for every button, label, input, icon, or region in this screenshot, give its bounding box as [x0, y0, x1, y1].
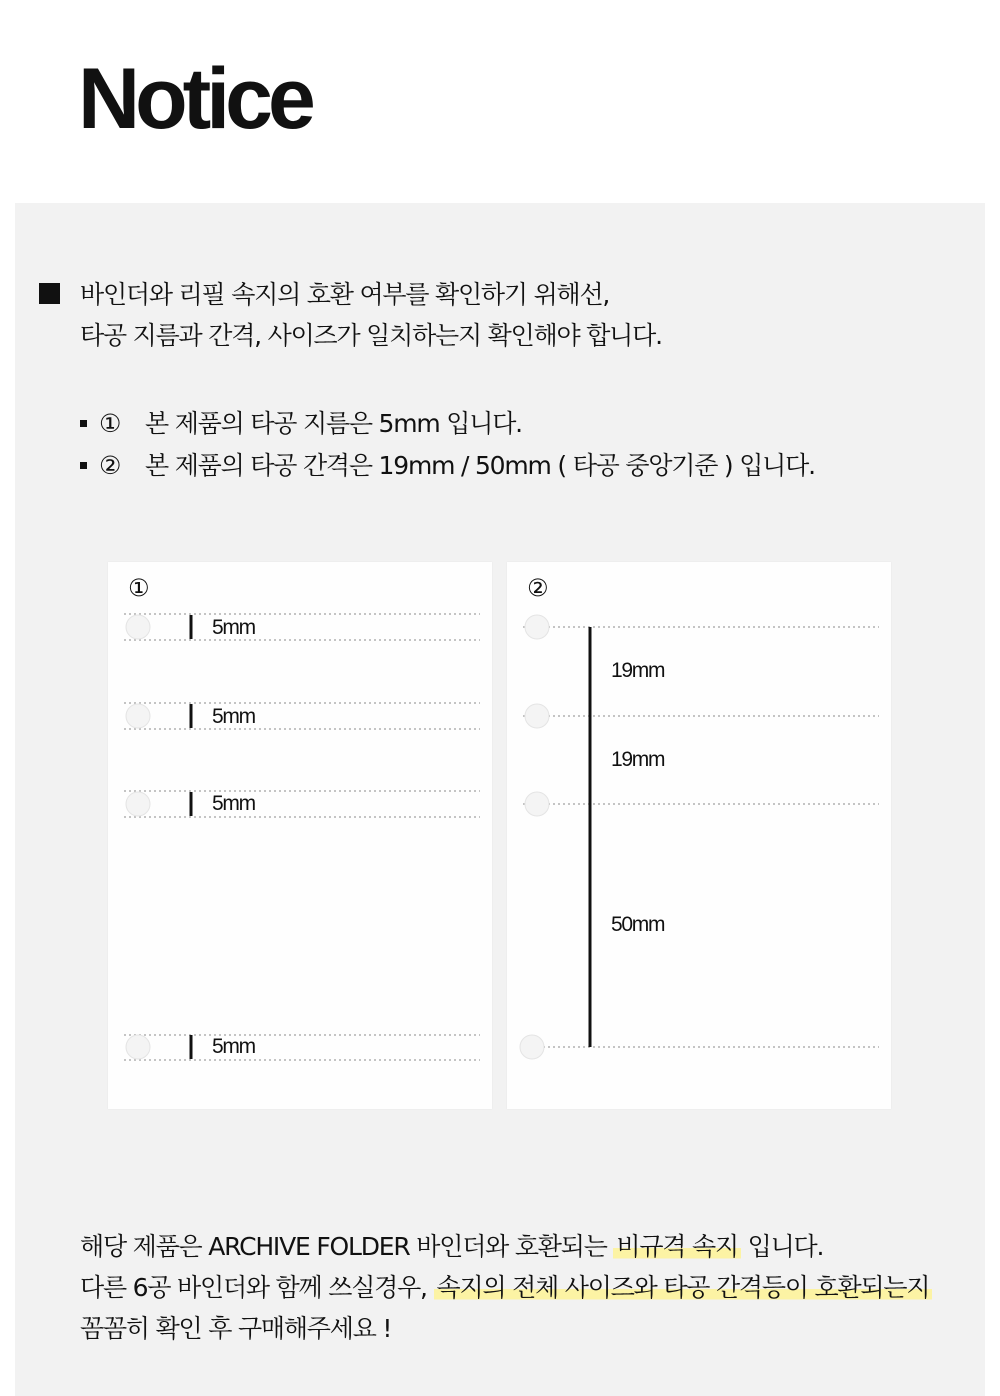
punch-hole	[525, 704, 549, 728]
punch-hole	[126, 1035, 150, 1059]
dimension-label: 19mm	[611, 748, 665, 771]
spec-text: 본 제품의 타공 간격은 19mm / 50mm ( 타공 중앙기준 ) 입니다.	[145, 451, 815, 480]
square-bullet-icon	[39, 283, 60, 304]
diameter-diagram-graphics	[108, 562, 492, 1109]
diagram-sheet-diameter	[108, 562, 492, 1109]
intro-text	[80, 274, 662, 356]
spec-item-spacing	[80, 451, 815, 481]
notice-text: 다른 6공 바인더와 함께 쓰실경우,	[80, 1273, 434, 1302]
diagram-number: ②	[527, 574, 549, 602]
dimension-label: 5mm	[212, 792, 255, 815]
spec-number: ②	[99, 451, 121, 480]
spacing-diagram-graphics	[507, 562, 891, 1109]
page-title: Notice	[78, 51, 311, 147]
dimension-label: 5mm	[212, 1035, 255, 1058]
intro-line-1: 바인더와 리필 속지의 호환 여부를 확인하기 위해선,	[80, 280, 610, 309]
dimension-label: 5mm	[212, 705, 255, 728]
spec-text: 본 제품의 타공 지름은 5mm 입니다.	[145, 409, 522, 438]
highlight-text: 비규격 속지	[613, 1232, 741, 1261]
compatibility-notice	[80, 1226, 932, 1349]
notice-text: 입니다.	[740, 1232, 824, 1261]
punch-hole	[525, 792, 549, 816]
spec-number: ①	[99, 409, 121, 438]
punch-hole	[525, 615, 549, 639]
spec-item-diameter	[80, 409, 522, 439]
dimension-label: 19mm	[611, 659, 665, 682]
highlight-text: 속지의 전체 사이즈와 타공 간격등이 호환되는지	[434, 1273, 933, 1302]
diagram-sheet-spacing	[507, 562, 891, 1109]
dimension-label: 5mm	[212, 616, 255, 639]
diagram-number: ①	[128, 574, 150, 602]
dimension-label: 50mm	[611, 913, 665, 936]
punch-hole	[126, 704, 150, 728]
punch-hole	[126, 615, 150, 639]
notice-line-2	[80, 1267, 932, 1308]
notice-text: 해당 제품은 ARCHIVE FOLDER 바인더와 호환되는	[80, 1232, 614, 1261]
bullet-icon	[80, 462, 87, 469]
intro-line-2: 타공 지름과 간격, 사이즈가 일치하는지 확인해야 합니다.	[80, 321, 662, 350]
punch-hole	[520, 1035, 544, 1059]
notice-line-3: 꼼꼼히 확인 후 구매해주세요 !	[80, 1314, 392, 1343]
bullet-icon	[80, 420, 87, 427]
punch-hole	[126, 792, 150, 816]
notice-line-1	[80, 1226, 932, 1267]
